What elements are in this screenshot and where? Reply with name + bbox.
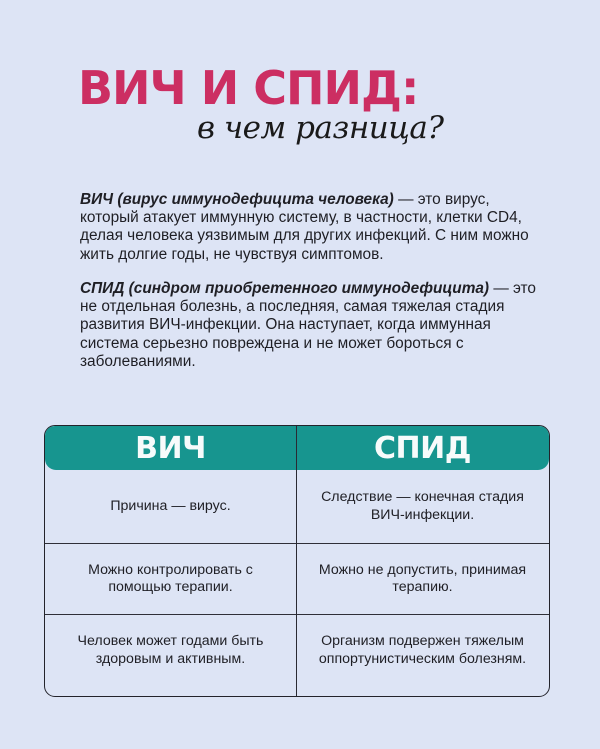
column-header-hiv: ВИЧ <box>135 430 206 466</box>
table-cell-aids: Организм подвержен тяжелым оппортунистическим болезням. <box>318 633 527 667</box>
definition-term: СПИД (синдром приобретенного иммунодефицита) <box>80 280 490 297</box>
definition-term: ВИЧ (вирус иммунодефицита человека) <box>80 191 394 208</box>
definition-aids <box>80 280 550 371</box>
page-title: ВИЧ И СПИД: <box>78 61 419 115</box>
table-cell-hiv: Человек может годами быть здоровым и активным. <box>77 633 264 667</box>
page-subtitle: в чем разница? <box>197 110 444 146</box>
table-cell-hiv: Причина — вирус. <box>110 497 231 514</box>
column-header-aids: СПИД <box>374 430 471 466</box>
definition-text: — это не отдельная болезнь, а последняя, самая тяжелая стадия развития ВИЧ-инфекции. Она наступает, когда иммунная система серьезно повреждена и не может бороться с заболеваниями. <box>80 280 536 370</box>
definition-hiv <box>80 191 550 264</box>
table-cell-aids: Можно не допустить, принимая терапию. <box>318 561 527 595</box>
table-cell-aids: Следствие — конечная стадия ВИЧ-инфекции. <box>321 489 524 523</box>
table-cell-hiv: Можно контролировать с помощью терапии. <box>88 561 253 595</box>
definition-text: — это вирус, который атакует иммунную систему, в частности, клетки CD4, делая человека уязвимым для других инфекций. С ним можно жить долгие годы, не чувствуя симптомов. <box>80 191 529 263</box>
column-divider <box>296 426 297 696</box>
comparison-table <box>44 425 550 697</box>
